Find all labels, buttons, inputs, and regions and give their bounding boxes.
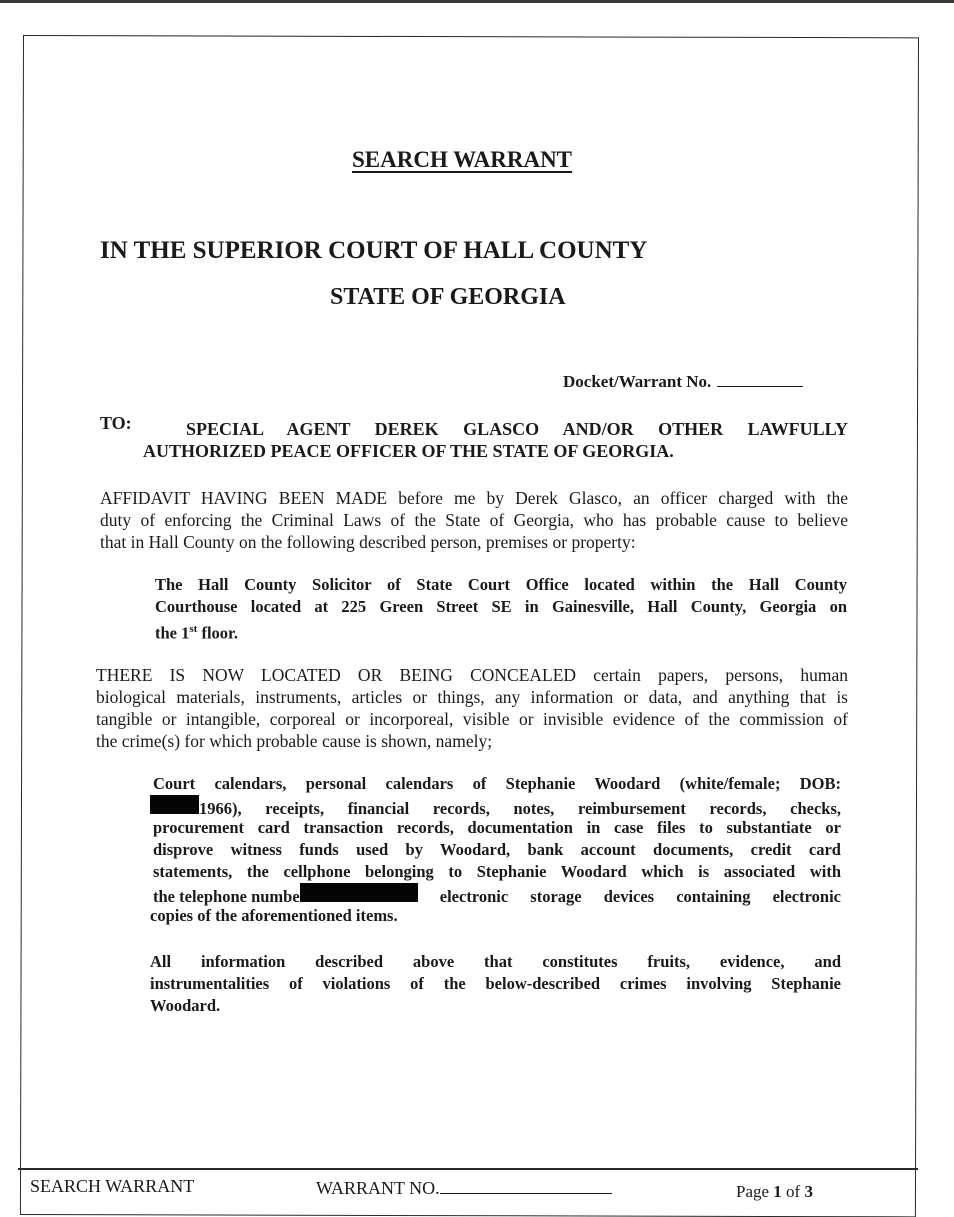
concealed-line-4: the crime(s) for which probable cause is shown, namely;	[96, 731, 493, 751]
redaction-box-phone	[300, 883, 418, 902]
docket-label: Docket/Warrant No.	[563, 372, 712, 391]
affidavit-line-2: duty of enforcing the Criminal Laws of the State of Georgia, who has probable cause to believe	[100, 510, 848, 530]
footer-warrant-label: WARRANT NO.	[316, 1178, 440, 1198]
page-current: 1	[773, 1182, 782, 1201]
concealed-line-3: tangible or intangible, corporeal or incorporeal, visible or invisible evidence of the commission of	[96, 709, 848, 729]
page-prefix: Page	[736, 1182, 774, 1201]
premises-line-2: Courthouse located at 225 Green Street SE in Gainesville, Hall County, Georgia on	[155, 597, 847, 616]
items-line-6-text-b: electronic storage devices containing electronic	[417, 887, 841, 906]
state-name: STATE OF GEORGIA	[330, 284, 566, 310]
concealed-line-2: biological materials, instruments, articles or things, any information or data, and anything that is	[96, 687, 848, 707]
items-line-6-text-a: the telephone numbe	[153, 887, 300, 906]
fruits-line-3: Woodard.	[150, 996, 221, 1015]
items-line-7: copies of the aforementioned items.	[150, 906, 398, 925]
to-label: TO:	[100, 413, 132, 433]
premises-line-3-end: floor.	[197, 623, 238, 643]
fruits-line-2: instrumentalities of violations of the below-described crimes involving Stephanie	[150, 974, 841, 993]
items-line-3: procurement card transaction records, documentation in case files to substantiate or	[153, 818, 841, 837]
redaction-box-dob	[150, 795, 199, 814]
page-of: of	[781, 1182, 805, 1201]
footer-divider	[18, 1168, 918, 1170]
affidavit-line-1: AFFIDAVIT HAVING BEEN MADE before me by Derek Glasco, an officer charged with the	[100, 488, 848, 508]
items-line-1: Court calendars, personal calendars of Stephanie Woodard (white/female; DOB:	[153, 774, 841, 793]
document-title: SEARCH WARRANT	[352, 147, 573, 172]
footer-warrant-number	[316, 1178, 612, 1199]
items-line-2-text: 1966), receipts, financial records, notes, reimbursement records, checks,	[199, 799, 841, 818]
premises-line-1: The Hall County Solicitor of State Court Office located within the Hall County	[155, 575, 847, 594]
docket-number-field	[563, 372, 803, 392]
premises-ordinal: st	[189, 623, 198, 635]
top-edge-line	[0, 0, 954, 3]
affidavit-line-3: that in Hall County on the following described person, premises or property:	[100, 532, 636, 552]
addressee-line-1: SPECIAL AGENT DEREK GLASCO AND/OR OTHER LAWFULLY	[186, 419, 848, 439]
docket-blank-line	[717, 372, 803, 387]
addressee-line-2: AUTHORIZED PEACE OFFICER OF THE STATE OF GEORGIA.	[143, 441, 674, 461]
footer-warrant-blank	[440, 1179, 612, 1194]
items-line-4: disprove witness funds used by Woodard, bank account documents, credit card	[153, 840, 841, 859]
fruits-line-1: All information described above that constitutes fruits, evidence, and	[150, 952, 841, 971]
page-total: 3	[804, 1182, 813, 1201]
concealed-line-1: THERE IS NOW LOCATED OR BEING CONCEALED certain papers, persons, human	[96, 665, 848, 685]
premises-line-3	[155, 618, 238, 645]
footer-doc-label: SEARCH WARRANT	[30, 1176, 195, 1196]
court-name: IN THE SUPERIOR COURT OF HALL COUNTY	[100, 237, 648, 264]
items-line-5: statements, the cellphone belonging to Stephanie Woodard which is associated with	[153, 862, 841, 881]
footer-page-number	[736, 1182, 813, 1202]
premises-line-3-text: the 1	[155, 623, 190, 643]
